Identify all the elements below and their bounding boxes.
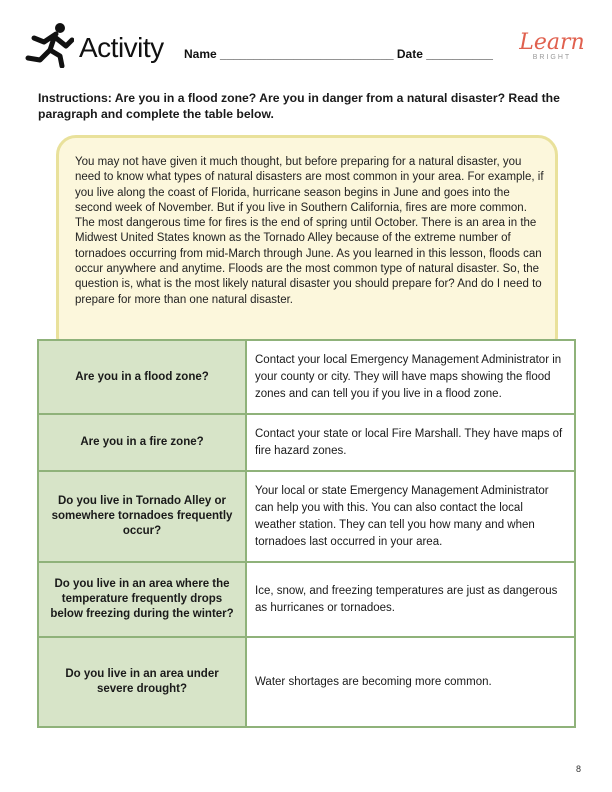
instructions: Instructions: Are you in a flood zone? Are you in danger from a natural disaster? Read the paragraph and complete the table below. [38, 91, 560, 121]
learn-bright-logo [518, 30, 586, 64]
table-row [39, 415, 574, 472]
answer-cell[interactable]: Your local or state Emergency Management Administrator can help you with this. You can also contact the local weather station. They can tell you how many and when tornadoes last occurred in your area. [247, 472, 574, 561]
page-header [0, 0, 612, 80]
answer-cell[interactable]: Contact your local Emergency Management Administrator in your county or city. They will have maps showing the flood zones and can tell you if you live in a flood zone. [247, 341, 574, 413]
question-cell: Do you live in an area under severe drought? [39, 638, 247, 726]
answer-cell[interactable]: Ice, snow, and freezing temperatures are just as dangerous as hurricanes or tornadoes. [247, 563, 574, 636]
reading-paragraph: You may not have given it much thought, but before preparing for a natural disaster, you need to know what types of natural disasters are most common in your area. For example, if you live along the coast of Florida, hurricane season begins in June and goes into the second week of November. But if you live in Southern California, fires are more common. The most dangerous time for fires is the end of spring until October. There is an area in the Midwest United States known as the Tornado Alley because of the extreme number of tornadoes occurring from mid-March through June. As you learned in this lesson, floods can occur anywhere and anytime. Floods are the most common type of natural disaster. So, the question is, what is the most likely natural disaster you should prepare for? And do I need to prepare for more than one natural disaster. [75, 156, 544, 306]
question-cell: Are you in a flood zone? [39, 341, 247, 413]
table-row [39, 563, 574, 638]
answer-cell[interactable]: Contact your state or local Fire Marshall. They have maps of fire hazard zones. [247, 415, 574, 470]
logo-wordmark: Learn [519, 30, 585, 55]
disaster-table [37, 339, 576, 728]
running-person-icon [22, 22, 74, 68]
logo-subtitle: BRIGHT [532, 54, 572, 61]
question-cell: Are you in a fire zone? [39, 415, 247, 470]
page-number: 8 [576, 764, 582, 774]
table-row [39, 341, 574, 415]
name-date-field[interactable]: Name __________________________ Date __________ [184, 47, 493, 61]
answer-cell[interactable]: Water shortages are becoming more common. [247, 638, 574, 726]
question-cell: Do you live in an area where the temperature frequently drops below freezing during the winter? [39, 563, 247, 636]
table-row [39, 472, 574, 563]
question-cell: Do you live in Tornado Alley or somewhere tornadoes frequently occur? [39, 472, 247, 561]
table-row [39, 638, 574, 726]
activity-title: Activity [79, 32, 164, 63]
